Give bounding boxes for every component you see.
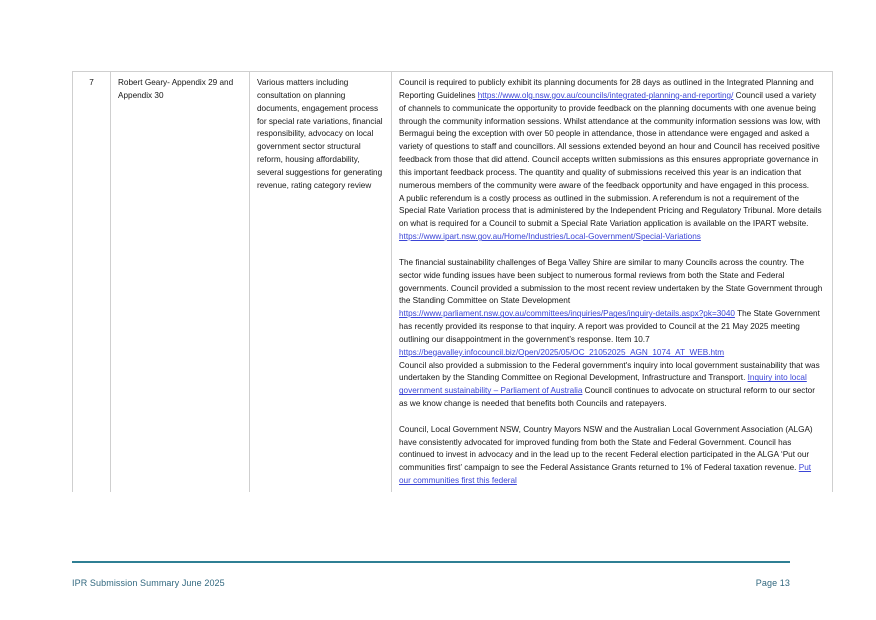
- cell-submitter-name: Robert Geary- Appendix 29 and Appendix 30: [111, 72, 250, 493]
- link-begavalley-infocouncil-agenda[interactable]: https://begavalley.infocouncil.biz/Open/2025/05/OC_21052025_AGN_1074_AT_WEB.htm: [399, 347, 725, 357]
- response-paragraph-3: [399, 257, 823, 360]
- response-text-1b: Council used a variety of channels to communicate the opportunity to provide feedback on the planning documents with one avenue being through the community information sessions. Whilst attendance at the community information sessions was low, with Bermagui being the exception with over 50 people in attendance, those in attendance were engaged and asked a variety of questions to staff and councillors. All sessions extended beyond an hour and Council has received positive feedback from those that did attend. Council accepts written submissions as this ensures appropriate governance in this important feedback process. The quantity and quality of submissions received this year is an indication that numerous members of the community were aware of the feedback opportunity and have engaged in this process.: [399, 90, 821, 190]
- response-text-1a: Council is required to publicly exhibit its planning documents for 28 days as outlined in the Integrated Planning and Reporting Guidelines: [399, 78, 814, 100]
- footer-divider: [72, 561, 790, 563]
- submission-table: [72, 71, 833, 492]
- footer-document-title: IPR Submission Summary June 2025: [72, 578, 225, 588]
- response-paragraph-4: [399, 360, 823, 411]
- page-footer: [72, 578, 790, 588]
- link-federal-inquiry-sustainability[interactable]: Inquiry into local government sustainability – Parliament of Australia: [399, 373, 807, 396]
- response-text-5a: Council, Local Government NSW, Country Mayors NSW and the Australian Local Government Association (ALGA) have consistently advocated for improved funding from both the State and Federal Government. Council has continued to invest in advocacy and in the lead up to the recent Federal election participated in the ALGA ‘Put our communities first’ campaign to see the Federal Assistance Grants returned to 1% of Federal taxation revenue.: [399, 424, 813, 473]
- response-text-4a: Council also provided a submission to the Federal government's inquiry into local government sustainability that was undertaken by the Standing Committee on Regional Development, Infrastructure and Transport.: [399, 360, 820, 383]
- table-row: [73, 72, 833, 493]
- response-paragraph-5: [399, 424, 823, 488]
- cell-council-response: [392, 72, 833, 493]
- footer-page-number: Page 13: [755, 578, 790, 588]
- link-alga-communities-first-campaign[interactable]: Put our communities first this federal: [399, 463, 812, 486]
- cell-topic-summary: Various matters including consultation on planning documents, engagement process for special rate variations, financial responsibility, advocacy on local government sector structural reform, housing affordability, several suggestions for generating revenue, rating category review: [250, 72, 392, 493]
- response-paragraph-2: [399, 193, 823, 244]
- link-ipart-special-variations[interactable]: https://www.ipart.nsw.gov.au/Home/Industries/Local-Government/Special-Variations: [399, 232, 701, 242]
- link-nsw-parliament-inquiry[interactable]: https://www.parliament.nsw.gov.au/committees/inquiries/Pages/inquiry-details.aspx?pk=3040: [399, 309, 735, 319]
- cell-item-number: 7: [73, 72, 111, 493]
- response-text-4b: Council continues to advocate on structural reform to our sector as we know change is needed that benefits both Councils and ratepayers.: [399, 386, 815, 409]
- response-text-2: A public referendum is a costly process as outlined in the submission. A referendum is not a requirement of the Special Rate Variation process that is administered by the Independent Pricing and Regulatory Tribunal. More details on what is required for a Council to submit a Special Rate Variation application is available on the IPART website.: [399, 193, 822, 229]
- link-olg-ipr-guidelines[interactable]: https://www.olg.nsw.gov.au/councils/integrated-planning-and-reporting/: [477, 90, 734, 100]
- response-paragraph-1: [399, 77, 823, 193]
- response-text-3b: The State Government has recently provided its response to that inquiry. A report was provided to Council at the 21 May 2025 meeting outlining our disappointment in the government’s response. Item 10.7: [399, 309, 820, 344]
- response-text-3a: The financial sustainability challenges of Bega Valley Shire are similar to many Councils across the country. The sector wide funding issues have been subject to numerous formal reviews from both the State and Federal governments. Council provided a submission to the most recent review undertaken by the State Government through the Standing Committee on State Development: [399, 257, 823, 306]
